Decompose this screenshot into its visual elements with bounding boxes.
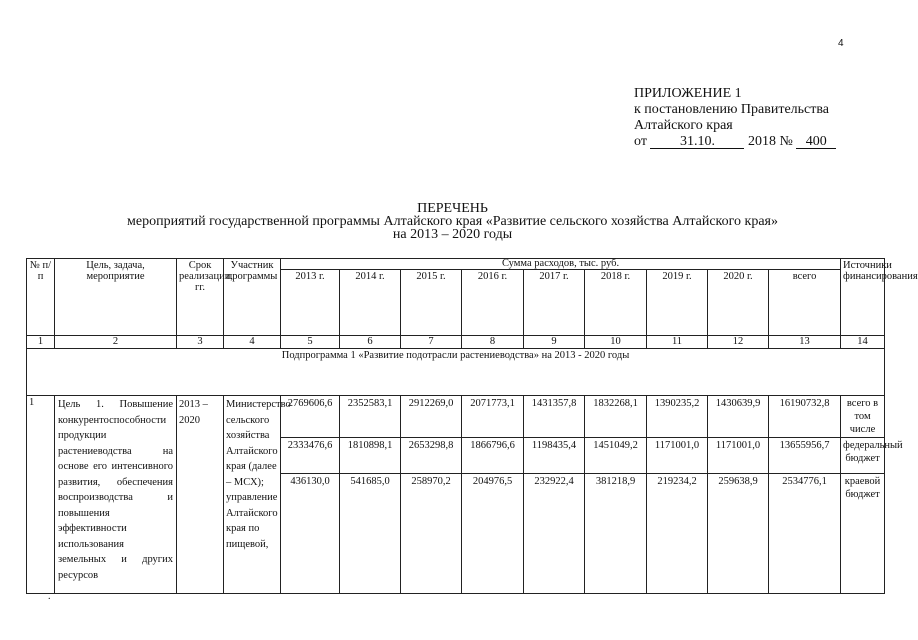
measures-table [26,258,918,594]
column-number: 8 [462,336,524,349]
list-title: ПЕРЕЧЕНЬ [417,201,488,216]
amount-cell: 541685,0 [340,474,401,594]
column-number: 11 [647,336,708,349]
date-year: 2018 [747,134,776,149]
total-cell: 16190732,8 [769,396,841,438]
header-participant: Участник программы [224,259,281,336]
amount-cell: 381218,9 [585,474,647,594]
appendix-line-1: к постановлению Правительства [634,102,830,117]
total-cell: 2534776,1 [769,474,841,594]
column-number: 12 [708,336,769,349]
amount-cell: 2352583,1 [340,396,401,438]
amount-cell: 2333476,6 [281,438,340,474]
header-year: 2014 г. [340,269,401,335]
subprogram-row [27,349,885,396]
amount-cell: 1171001,0 [647,438,708,474]
amount-cell: 1390235,2 [647,396,708,438]
column-number: 14 [841,336,885,349]
funding-source: краевой бюджет [841,474,885,594]
header-year: 2019 г. [647,269,708,335]
header-year: 2013 г. [281,269,340,335]
header-goal: Цель, задача, мероприятие [55,259,177,336]
column-number: 10 [585,336,647,349]
header-year: 2017 г. [524,269,585,335]
amount-cell: 2912269,0 [401,396,462,438]
amount-cell: 2071773,1 [462,396,524,438]
column-number: 9 [524,336,585,349]
amount-cell: 1171001,0 [708,438,769,474]
appendix-header [634,86,836,150]
amount-cell: 259638,9 [708,474,769,594]
appendix-line-2: Алтайского края [634,118,733,133]
table-header-row-1 [27,259,885,270]
header-year: 2015 г. [401,269,462,335]
amount-cell: 1430639,9 [708,396,769,438]
column-number: 1 [27,336,55,349]
amount-cell: 1810898,1 [340,438,401,474]
header-num: № п/п [27,259,55,336]
column-number: 3 [177,336,224,349]
amount-cell: 204976,5 [462,474,524,594]
amount-cell: 1451049,2 [585,438,647,474]
list-period: на 2013 – 2020 годы [392,227,513,242]
column-numbers-row [27,336,885,349]
header-year: 2018 г. [585,269,647,335]
row-participant: Министерство сельского хозяйства Алтайского края (далее – МСХ); управление Алтайского края по пищевой, [224,396,281,594]
list-subtitle: мероприятий государственной программы Алтайского края «Развитие сельского хозяйства Алтайского края» [127,214,778,229]
column-number: 5 [281,336,340,349]
header-sources: Источники финансирования [841,259,885,336]
amount-cell: 219234,2 [647,474,708,594]
appendix-date-line [634,134,836,150]
number-sign: № [779,134,793,149]
amount-cell: 2653298,8 [401,438,462,474]
row-number: 1 [27,396,55,594]
column-number: 2 [55,336,177,349]
amount-cell: 1866796,6 [462,438,524,474]
column-number: 4 [224,336,281,349]
total-cell: 13655956,7 [769,438,841,474]
column-number: 13 [769,336,841,349]
margin-mark: . [48,591,51,602]
header-year: 2020 г. [708,269,769,335]
page-number: 4 [838,38,844,49]
header-term: Срок реализации, гг. [177,259,224,336]
document-number: 400 [796,135,836,149]
row-term: 2013 – 2020 [177,396,224,594]
column-number: 7 [401,336,462,349]
amount-cell: 1832268,1 [585,396,647,438]
amount-cell: 2769606,6 [281,396,340,438]
amount-cell: 258970,2 [401,474,462,594]
appendix-title: ПРИЛОЖЕНИЕ 1 [634,86,742,101]
date-prefix: от [634,134,647,149]
amount-cell: 1198435,4 [524,438,585,474]
amount-cell: 436130,0 [281,474,340,594]
date-field: 31.10. [650,135,744,149]
header-total: всего [769,269,841,335]
amount-cell: 232922,4 [524,474,585,594]
amount-cell: 1431357,8 [524,396,585,438]
funding-source: всего в том числе [841,396,885,438]
header-expenses: Сумма расходов, тыс. руб. [281,259,841,270]
header-year: 2016 г. [462,269,524,335]
table-row [27,396,885,438]
column-number: 6 [340,336,401,349]
row-goal: Цель 1. Повышение конкурентоспособности продукции растениеводства на основе его интенсивного развития, обеспечения воспроизводства и повышения эффективности использования земельных и других ресурсов [55,396,177,594]
subprogram-title: Подпрограмма 1 «Развитие подотрасли растениеводства» на 2013 - 2020 годы [27,349,885,396]
funding-source: федеральный бюджет [841,438,885,474]
